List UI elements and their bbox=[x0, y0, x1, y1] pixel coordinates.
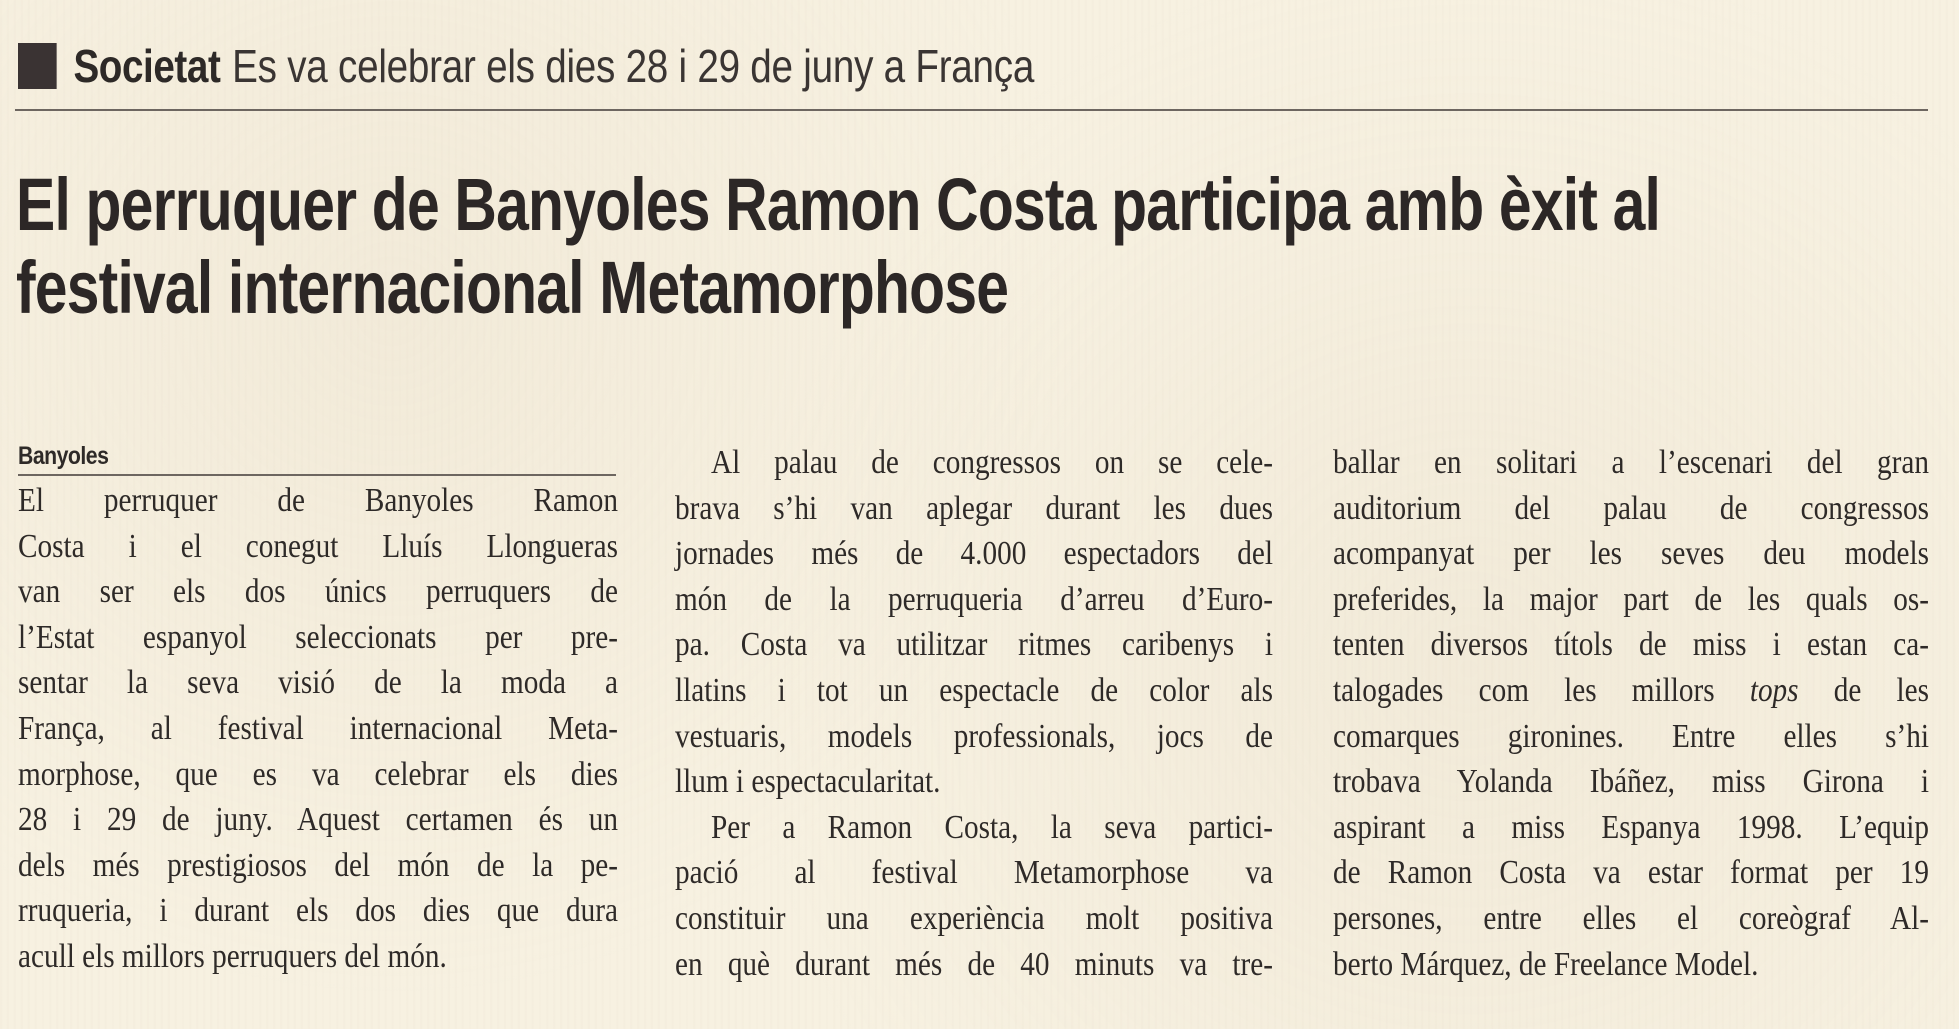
text-line: Al palau de congressos on se cele- bbox=[711, 444, 1274, 481]
article-column-2 bbox=[675, 440, 1273, 987]
text-line: sentar la seva visió de la moda a bbox=[18, 664, 618, 702]
text-line: trobava Yolanda Ibáñez, miss Girona i bbox=[1333, 763, 1930, 801]
text-line: persones, entre elles el coreògraf Al- bbox=[1333, 899, 1929, 937]
text-line: acull els millors perruquers del món. bbox=[18, 937, 447, 975]
text-line: rruqueria, i durant els dos dies que dura bbox=[18, 892, 618, 930]
dateline-text: Banyoles bbox=[18, 442, 109, 470]
text-line: tenten diversos títols de miss i estan ca- bbox=[1333, 626, 1930, 664]
text-line: llatins i tot un espectacle de color als bbox=[675, 671, 1273, 709]
text-line-with-italic bbox=[1333, 668, 1929, 714]
text-line: Per a Ramon Costa, la seva partici- bbox=[711, 808, 1273, 846]
article-column-1 bbox=[18, 440, 618, 980]
text-line: comarques gironines. Entre elles s’hi bbox=[1333, 717, 1930, 755]
text-line: van ser els dos únics perruquers de bbox=[18, 573, 618, 611]
text-line: El perruquer de Banyoles Ramon bbox=[18, 482, 618, 519]
text-line: berto Márquez, de Freelance Model. bbox=[1333, 945, 1759, 983]
section-kicker bbox=[18, 38, 1034, 94]
text-line: vestuaris, models professionals, jocs de bbox=[675, 717, 1273, 755]
text-line: jornades més de 4.000 espectadors del bbox=[675, 535, 1273, 573]
dateline bbox=[18, 440, 616, 476]
text-line: 28 i 29 de juny. Aquest certamen és un bbox=[18, 801, 618, 839]
section-label: Societat bbox=[73, 40, 221, 92]
text-line: brava s’hi van aplegar durant les dues bbox=[675, 489, 1273, 527]
text-line: pació al festival Metamorphose va bbox=[675, 854, 1274, 892]
text-line: ballar en solitari a l’escenari del gran bbox=[1333, 444, 1930, 481]
text-line: en què durant més de 40 minuts va tre- bbox=[675, 945, 1273, 983]
text-line: preferides, la major part de les quals os- bbox=[1333, 580, 1929, 618]
text-segment: de les bbox=[1833, 671, 1930, 709]
text-line: aspirant a miss Espanya 1998. L’equip bbox=[1333, 808, 1930, 846]
text-segment: talogades com les millors bbox=[1333, 671, 1715, 709]
italic-term: tops bbox=[1749, 671, 1799, 709]
text-line: auditorium del palau de congressos bbox=[1333, 489, 1930, 527]
headline-line-1: El perruquer de Banyoles Ramon Costa participa amb èxit al bbox=[16, 163, 1661, 246]
column-1-body bbox=[18, 478, 618, 980]
headline-line-2: festival internacional Metamorphose bbox=[16, 246, 1009, 329]
article-column-3 bbox=[1333, 440, 1929, 987]
header-rule bbox=[15, 109, 1928, 111]
text-line: l’Estat espanyol seleccionats per pre- bbox=[18, 618, 619, 656]
text-line: acompanyat per les seves deu models bbox=[1333, 535, 1930, 573]
text-line: França, al festival internacional Meta- bbox=[18, 709, 618, 747]
text-line: llum i espectacularitat. bbox=[675, 763, 941, 801]
kicker-subtitle: Es va celebrar els dies 28 i 29 de juny a França bbox=[232, 40, 1035, 92]
text-line: morphose, que es va celebrar els dies bbox=[18, 755, 618, 793]
text-line: món de la perruqueria d’arreu d’Euro- bbox=[675, 580, 1273, 618]
text-line: constituir una experiència molt positiva bbox=[675, 899, 1273, 937]
column-2-body bbox=[675, 440, 1273, 987]
text-line: Costa i el conegut Lluís Llongueras bbox=[18, 527, 618, 565]
text-line: pa. Costa va utilitzar ritmes caribenys i bbox=[675, 626, 1273, 664]
headline bbox=[16, 163, 1765, 329]
square-bullet-icon bbox=[18, 43, 57, 89]
text-line: dels més prestigiosos del món de la pe- bbox=[18, 846, 618, 884]
text-line: de Ramon Costa va estar format per 19 bbox=[1333, 854, 1929, 892]
column-3-body bbox=[1333, 440, 1929, 987]
